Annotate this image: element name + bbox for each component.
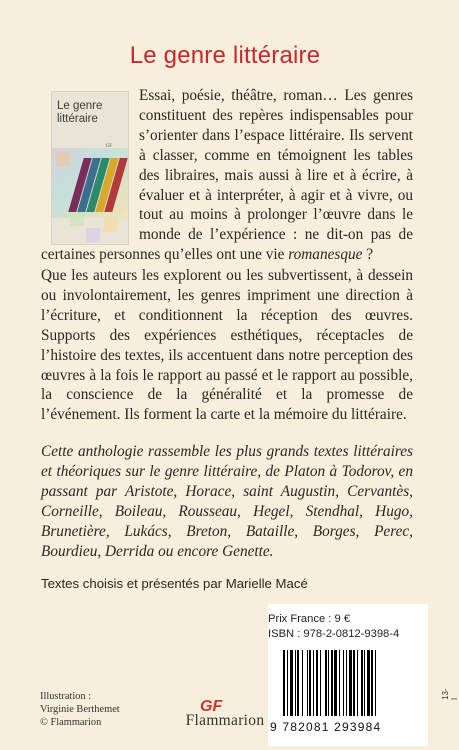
- barcode-bar: [309, 650, 311, 716]
- barcode-bar: [307, 650, 308, 716]
- barcode-bar: [325, 650, 327, 716]
- barcode-bar: [331, 650, 333, 716]
- publisher-name: Flammarion: [185, 712, 265, 729]
- barcode-bar: [297, 650, 299, 716]
- barcode-number: 9 782081 293984: [270, 720, 382, 734]
- barcode-bar: [357, 650, 358, 716]
- barcode: [283, 650, 423, 716]
- barcode-bar: [339, 650, 340, 716]
- description-paragraph-2: Que les auteurs les explorent ou les subvertissent, à dessein ou involontairement, les genres impriment une direction à l’écriture, et conditionnent la réception des œuvres. Supports des expériences esthétiques, réceptacles de l’histoire des textes, ils accentuent dans notre perception des œuvres à la fois le rapport au passé et le rapport au possible, la conscience de la généralité et la promesse de l’événement. Ils forment la carte et la mémoire du littéraire.: [41, 267, 413, 424]
- barcode-bar: [328, 650, 329, 716]
- barcode-bar: [361, 650, 363, 716]
- isbn-label: ISBN : 978-2-0812-9398-4: [268, 628, 400, 640]
- editor-credit: Textes choisis et présentés par Marielle Macé: [41, 576, 308, 591]
- barcode-bar: [346, 650, 347, 716]
- barcode-bar: [320, 650, 321, 716]
- page-title: Le genre littéraire: [129, 42, 321, 69]
- anthology-paragraph: Cette anthologie rassemble les plus grands textes littéraires et théoriques sur le genre littéraire, de Platon à Todorov, en passant par Aristote, Horace, saint Augustin, Cervantès, Corneille, Boileau, Rousseau, Hegel, Stendhal, Hugo, Brunetière, Lukács, Breton, Bataille, Borges, Perec, Bourdieu, Derrida ou encore Genette.: [41, 443, 413, 560]
- barcode-bar: [287, 650, 288, 716]
- barcode-bar: [283, 650, 285, 716]
- barcode-bar: [302, 650, 303, 716]
- barcode-bar: [353, 650, 355, 716]
- description-paragraph-1: Essai, poésie, théâtre, roman… Les genres constituent des repères indispensables pour s’orienter dans l’espace littéraire. Ils servent à classer, comme en témoignent les tables des libraires, mais aussi à lire et à écrire, à évaluer et à interpréter, à agir et à vivre, ou tout au moins à prolonger l’œuvre dans le monde de l’expérience : ne dit-on pas de certaines personnes qu’elles ont une vie romanesque ?: [41, 87, 413, 264]
- barcode-bar: [313, 650, 314, 716]
- barcode-bar: [343, 650, 344, 716]
- thumbnail-title: Le genre littéraire: [57, 100, 103, 125]
- barcode-bar: [334, 650, 337, 716]
- price-label: Prix France : 9 €: [268, 613, 351, 625]
- svg-text:GF: GF: [200, 698, 223, 715]
- barcode-bar: [375, 650, 376, 716]
- illustration-credit: Illustration : Virginie Berthemet © Flammarion: [40, 691, 120, 728]
- thumbnail-logo: GF: [105, 144, 112, 149]
- barcode-bar: [367, 650, 370, 716]
- barcode-bar: [316, 650, 318, 716]
- barcode-bar: [364, 650, 365, 716]
- spine-code: 13-I: [441, 688, 459, 700]
- barcode-bar: [290, 650, 293, 716]
- barcode-bar: [349, 650, 352, 716]
- barcode-bar: [371, 650, 373, 716]
- barcode-bar: [295, 650, 296, 716]
